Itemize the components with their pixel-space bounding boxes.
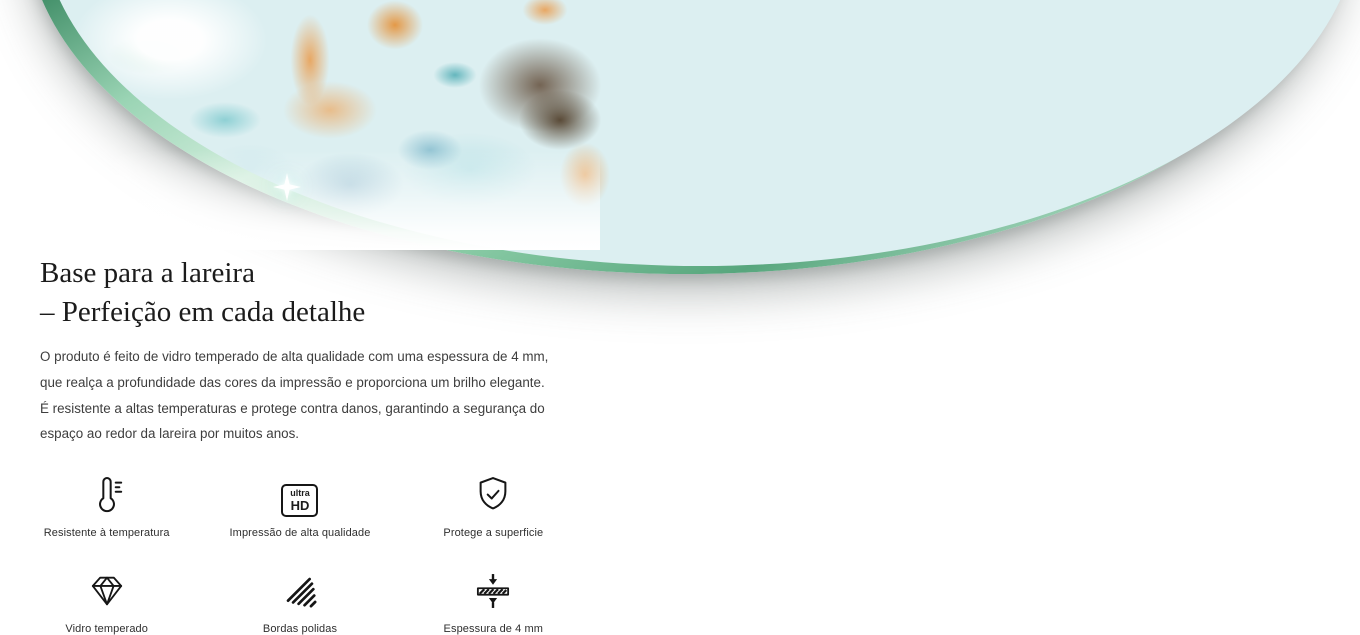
feature-label: Protege a superficie [443,527,544,540]
polished-edges-icon [278,565,322,613]
product-description: O produto é feito de vidro temperado de alta qualidade com uma espessura de 4 mm, que realça a profundidade das cores da impressão e proporciona um brilho elegante. É resistente a altas temperaturas e protege contra danos, garantindo a segurança do espaço ao redor da lareira por muitos anos. [40,349,549,442]
sparkle-icon [272,172,302,202]
thickness-press-icon [471,565,515,613]
feature-item-polished-edges [203,565,396,635]
feature-item-thickness [397,565,590,635]
feature-item-tempered-glass [10,565,203,635]
glass-panel-artwork [40,0,1360,266]
page-title-line1: Base para a lareira [40,257,255,289]
ultra-hd-box [281,484,318,517]
feature-item-protects-surface [397,469,590,539]
ultra-hd-text-bottom: HD [290,498,310,514]
product-page [0,0,600,635]
feature-item-print-quality [203,469,396,539]
shield-check-icon [471,469,515,517]
feature-label: Impressão de alta qualidade [229,527,371,540]
feature-item-temperature [10,469,203,539]
feature-label: Resistente à temperatura [43,527,170,540]
diamond-icon [84,565,130,613]
feature-grid [10,469,590,635]
feature-label: Bordas polidas [262,623,338,635]
thermometer-icon [85,469,129,517]
ultra-hd-badge-icon [281,469,318,517]
page-title-line2: – Perfeição em cada detalhe [40,295,366,328]
feature-label: Vidro temperado [65,623,148,635]
page-title [40,254,560,331]
feature-label: Espessura de 4 mm [443,623,544,635]
hero-image [0,0,600,250]
ultra-hd-text-top: ultra [290,488,310,499]
